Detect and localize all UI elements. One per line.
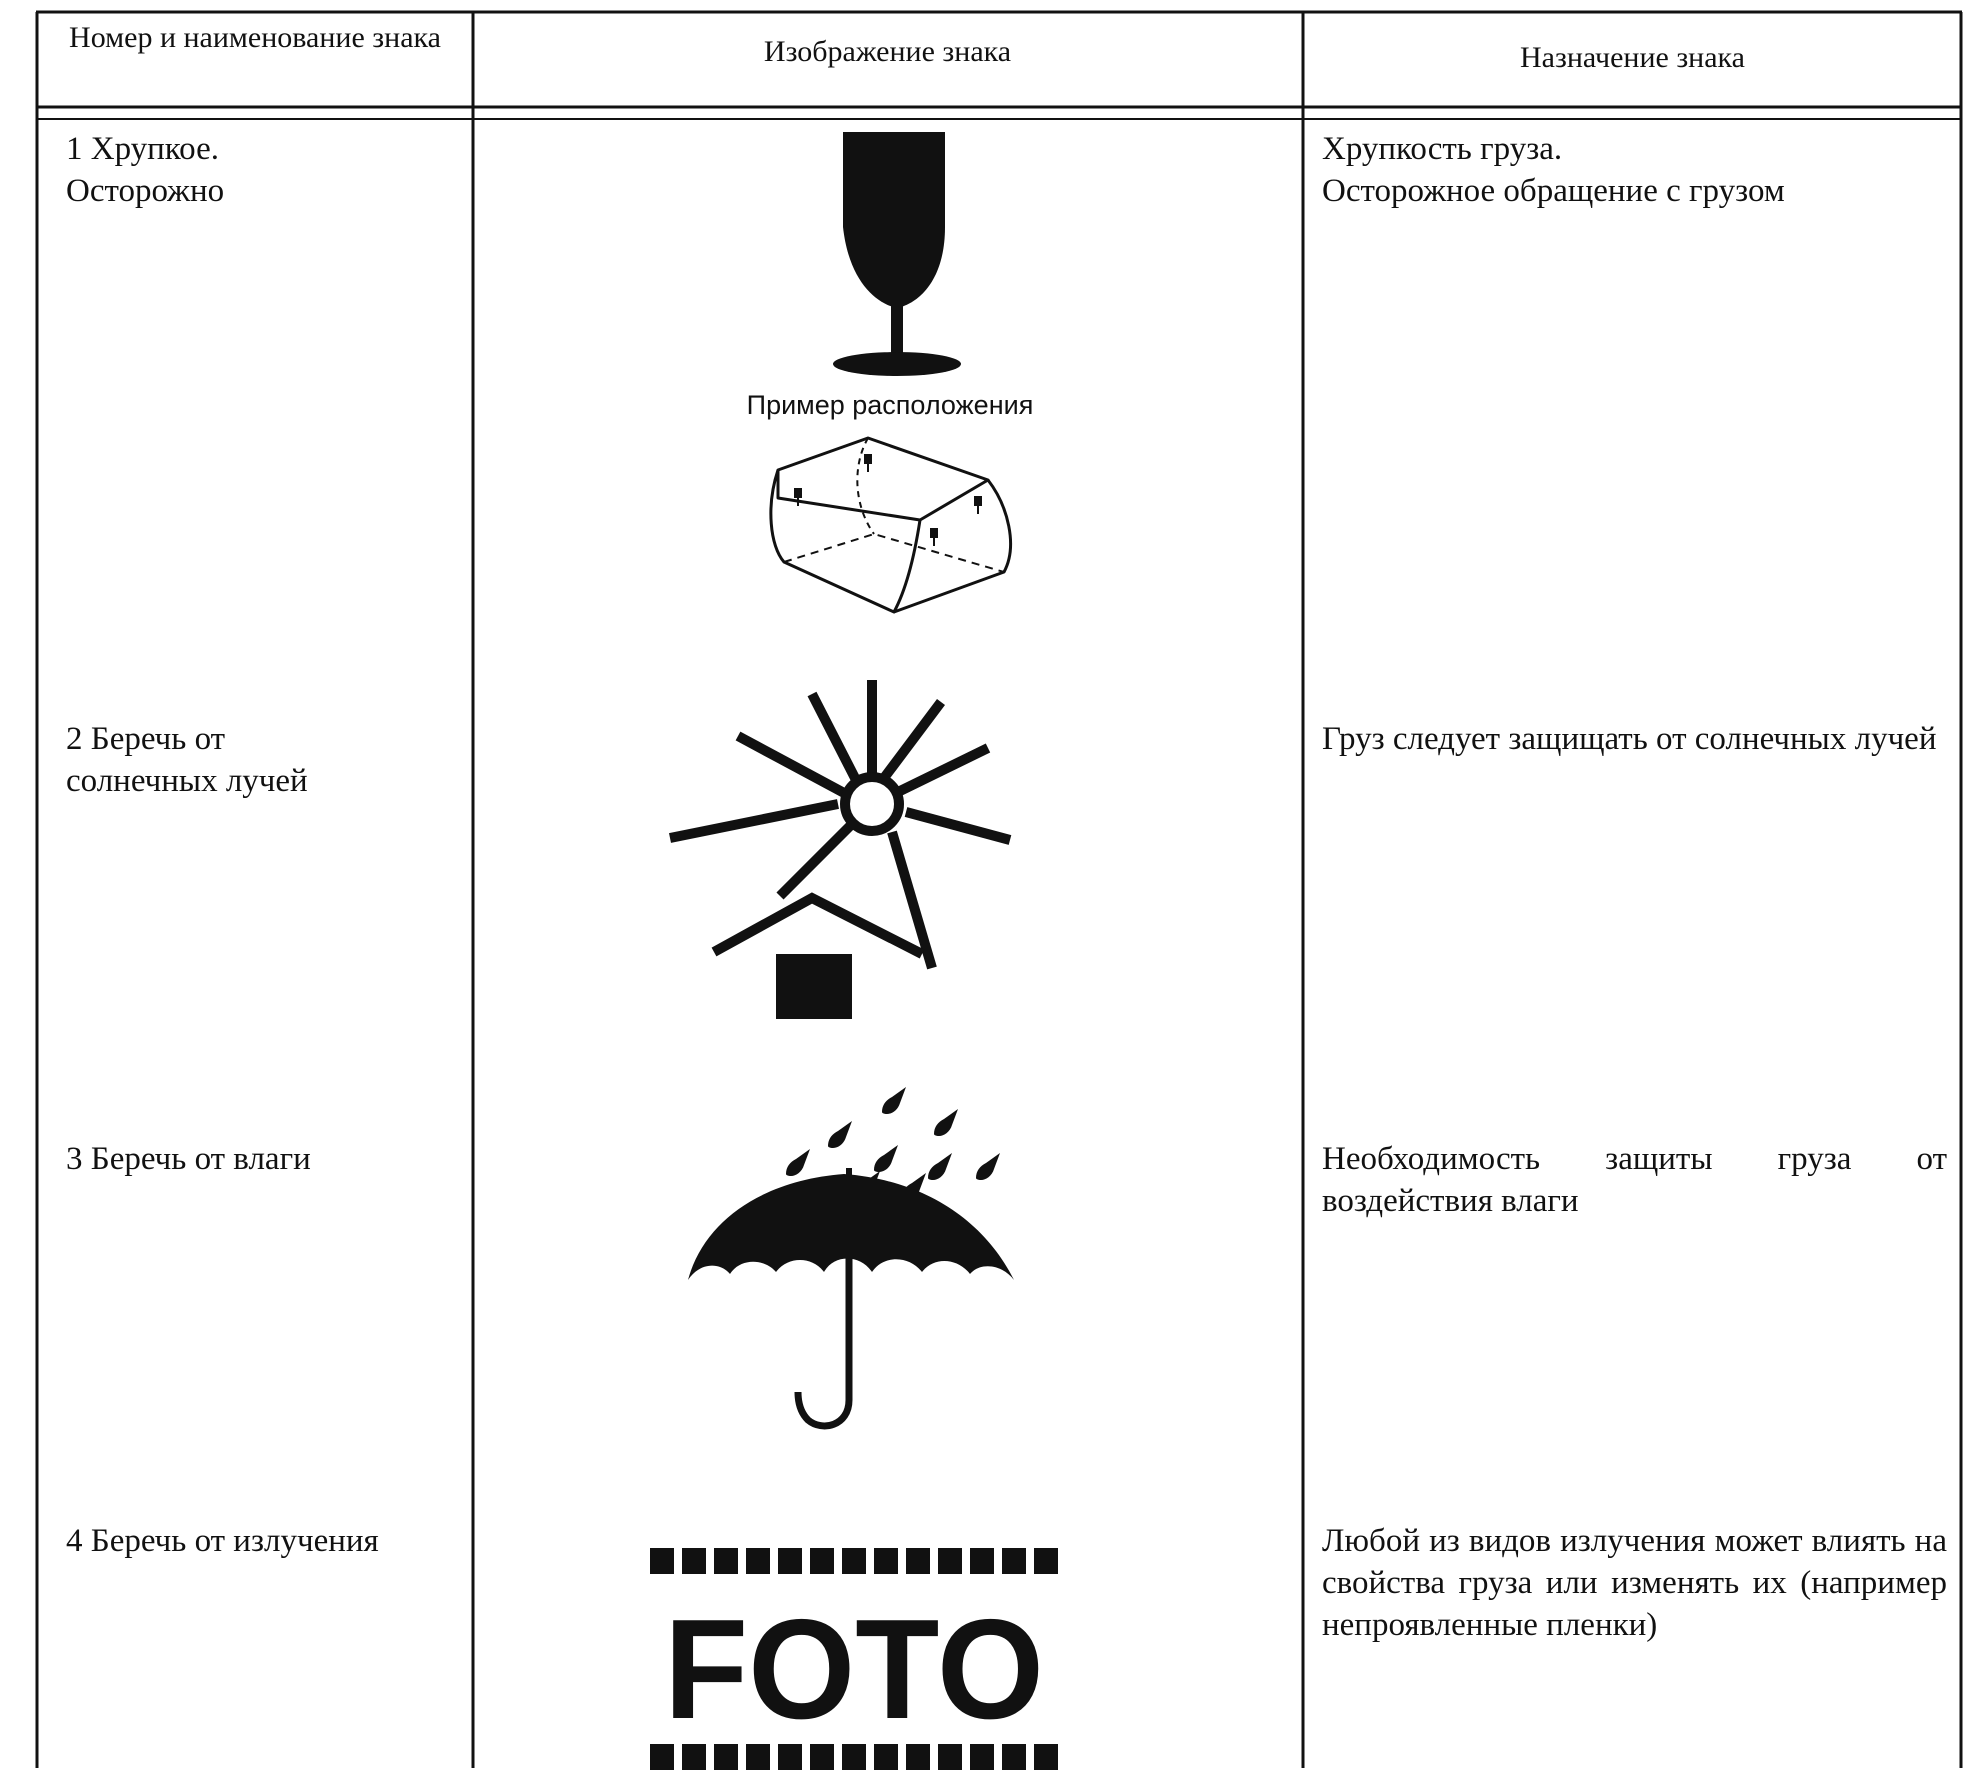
row-1-name: 1 Хрупкое. Осторожно — [66, 131, 225, 209]
fragile-glass-icon — [835, 132, 975, 378]
foto-stencil-text: FOTO — [664, 1590, 1044, 1749]
header-col-purpose: Назначение знака — [1520, 41, 1745, 74]
header-col-image: Изображение знака — [763, 35, 1012, 68]
umbrella-rain-icon — [684, 1070, 1024, 1450]
row-3-purpose: Необходимость защиты груза от воздействия влаги — [1322, 1141, 1947, 1219]
header-col-name: Номер и наименование знака — [69, 21, 441, 54]
sun-house-icon — [670, 680, 1030, 1020]
placement-example-caption: Пример расположения — [746, 390, 1034, 420]
row-2-name: 2 Беречь от солнечных лучей — [66, 721, 308, 799]
row-1-purpose: Хрупкость груза. Осторожное обращение с грузом — [1322, 131, 1785, 209]
row-2-purpose: Груз следует защищать от солнечных лучей — [1322, 721, 1937, 757]
foto-film-icon — [650, 1548, 1060, 1770]
row-4-purpose: Любой из видов излучения может влиять на свойства груза или изменять их (например непроявленные пленки) — [1322, 1523, 1947, 1643]
box-placement-icon — [768, 436, 1026, 616]
row-4-name: 4 Беречь от излучения — [66, 1523, 379, 1559]
row-3-name: 3 Беречь от влаги — [66, 1141, 311, 1177]
